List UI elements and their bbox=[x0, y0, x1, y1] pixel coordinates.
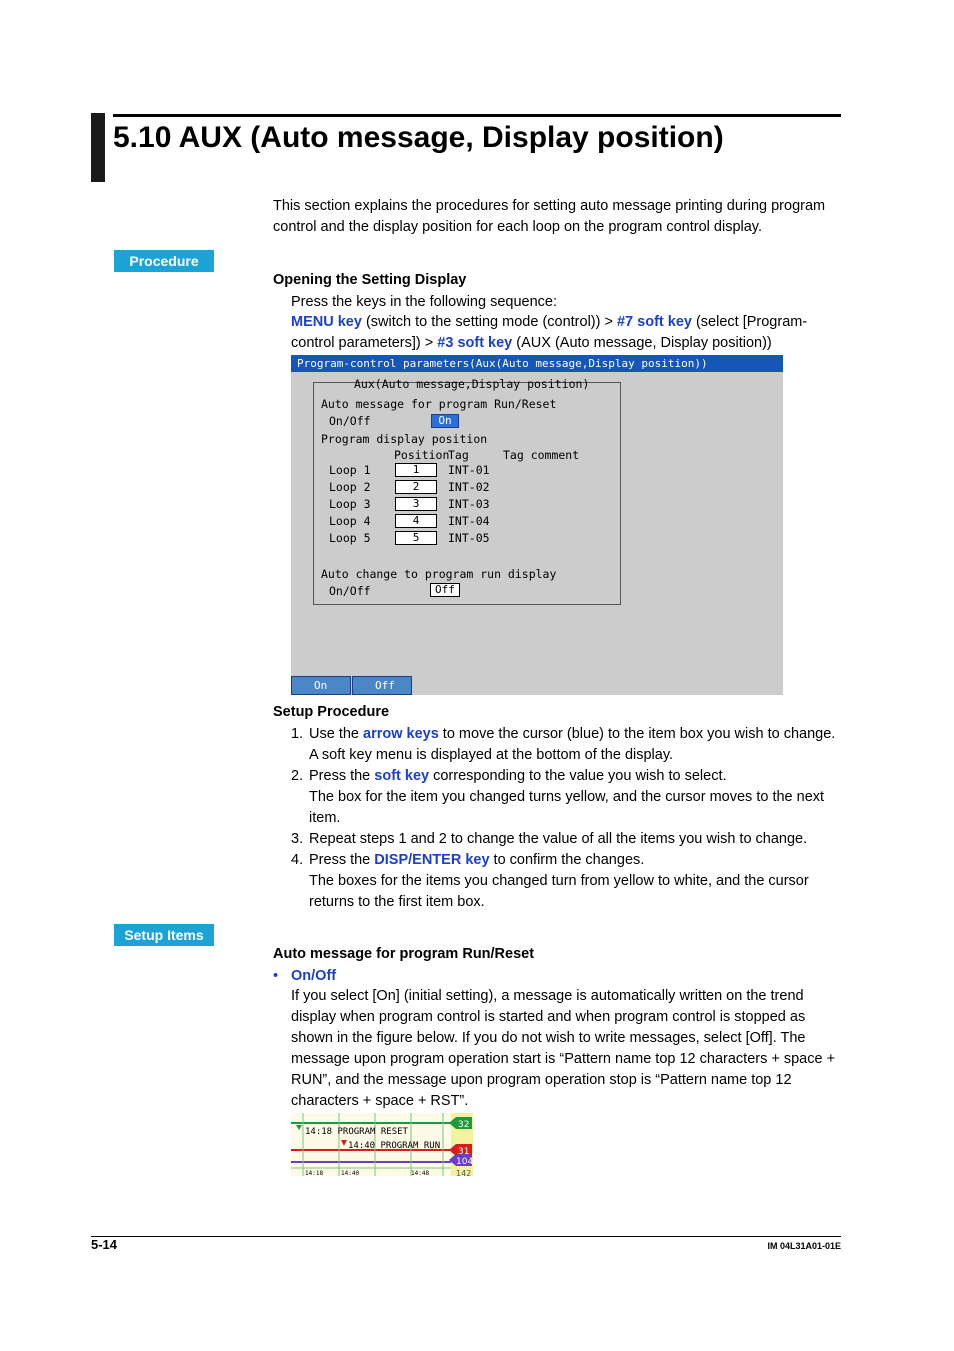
procedure-tag: Procedure bbox=[114, 250, 214, 272]
step-text: Press the bbox=[309, 852, 375, 868]
loop-position-box[interactable]: 5 bbox=[395, 531, 437, 545]
loop-label: Loop 1 bbox=[329, 463, 371, 477]
seq-seg1: (switch to the setting mode (control)) > bbox=[361, 314, 617, 330]
step-text: to move the cursor (blue) to the item box you wish to change. bbox=[438, 726, 836, 742]
page-number: 5-14 bbox=[91, 1237, 118, 1252]
soft-key-ref: soft key bbox=[374, 768, 430, 784]
step-4 bbox=[291, 850, 851, 913]
disp-enter-key-ref: DISP/ENTER key bbox=[374, 852, 490, 868]
step-number: 1. bbox=[291, 726, 304, 742]
step-text: A soft key menu is displayed at the bottom of the display. bbox=[309, 747, 674, 763]
setup-procedure-heading: Setup Procedure bbox=[273, 704, 390, 720]
step-text: Repeat steps 1 and 2 to change the value of all the items you wish to change. bbox=[309, 831, 808, 847]
step-text: The boxes for the items you changed turn from yellow to white, and the cursor returns to the first item box. bbox=[309, 873, 809, 910]
step-3 bbox=[291, 829, 851, 850]
step-number: 3. bbox=[291, 831, 304, 847]
soft7-key-ref: #7 soft key bbox=[616, 314, 692, 330]
auto-change-onoff-box[interactable]: Off bbox=[430, 583, 460, 597]
trend-display-figure bbox=[291, 1113, 473, 1176]
trend-time: 14:48 bbox=[411, 1170, 430, 1176]
screen-title-bar: Program-control parameters(Aux(Auto message,Display position)) bbox=[291, 355, 783, 372]
document-id: IM 04L31A01-01E bbox=[767, 1241, 841, 1251]
step-text: to confirm the changes. bbox=[489, 852, 645, 868]
page-title: 5.10 AUX (Auto message, Display position) bbox=[113, 121, 724, 154]
auto-message-onoff-box[interactable]: On bbox=[431, 414, 459, 428]
softkey-off[interactable]: Off bbox=[352, 676, 412, 695]
onoff-label: On/Off bbox=[329, 414, 371, 428]
onoff-description: If you select [On] (initial setting), a message is automatically written on the trend display when program control is started and when program control is stopped as shown in the figure below. If you do not wish to write messages, select [Off]. The message upon program operation start is “Pattern name top 12 characters + space + RUN”, and the message upon program operation stop is “Pattern name top 12 characters + space + RST”. bbox=[291, 988, 836, 1109]
loop-position-box[interactable]: 3 bbox=[395, 497, 437, 511]
setup-steps bbox=[291, 724, 851, 913]
display-position-label: Program display position bbox=[321, 432, 488, 446]
menu-key-ref: MENU key bbox=[291, 314, 362, 330]
loop-label: Loop 4 bbox=[329, 514, 371, 528]
title-rule bbox=[113, 114, 841, 117]
loop-position-box[interactable]: 1 bbox=[395, 463, 437, 477]
loop-position-box[interactable]: 4 bbox=[395, 514, 437, 528]
footer-rule bbox=[91, 1236, 841, 1237]
bullet: • bbox=[273, 968, 279, 984]
trend-time: 14:40 bbox=[341, 1170, 360, 1176]
step-2 bbox=[291, 766, 851, 829]
trend-marker: 142 bbox=[456, 1169, 472, 1176]
trend-marker: 32 bbox=[458, 1120, 470, 1130]
procedure-line1: Press the keys in the following sequence: bbox=[291, 294, 557, 310]
loop-position-box[interactable]: 2 bbox=[395, 480, 437, 494]
loop-tag: INT-01 bbox=[448, 463, 490, 477]
title-accent-bar bbox=[91, 113, 105, 182]
step-text: corresponding to the value you wish to select. bbox=[429, 768, 727, 784]
loop-tag: INT-02 bbox=[448, 480, 490, 494]
onoff2-label: On/Off bbox=[329, 584, 371, 598]
loop-label: Loop 3 bbox=[329, 497, 371, 511]
step-1 bbox=[291, 724, 851, 766]
key-sequence bbox=[291, 312, 821, 354]
frame-title: Aux(Auto message,Display position) bbox=[354, 377, 590, 391]
soft3-key-ref: #3 soft key bbox=[437, 335, 513, 351]
step-number: 2. bbox=[291, 768, 304, 784]
loop-label: Loop 5 bbox=[329, 531, 371, 545]
col-tag-comment: Tag comment bbox=[503, 448, 580, 462]
intro-paragraph: This section explains the procedures for setting auto message printing during program control and the display position for each loop on the program control display. bbox=[273, 198, 826, 235]
onoff-subheading: On/Off bbox=[291, 968, 337, 984]
auto-message-heading: Auto message for program Run/Reset bbox=[273, 946, 535, 962]
step-text: Press the bbox=[309, 768, 375, 784]
auto-change-label: Auto change to program run display bbox=[321, 567, 557, 581]
col-tag: Tag bbox=[448, 448, 469, 462]
auto-message-label: Auto message for program Run/Reset bbox=[321, 397, 557, 411]
settings-screen bbox=[291, 355, 783, 695]
trend-svg bbox=[291, 1113, 473, 1176]
step-text: Use the bbox=[309, 726, 363, 742]
loop-tag: INT-05 bbox=[448, 531, 490, 545]
opening-heading: Opening the Setting Display bbox=[273, 272, 467, 288]
trend-marker: 104 bbox=[456, 1157, 473, 1167]
step-text: The box for the item you changed turns yellow, and the cursor moves to the next item. bbox=[309, 789, 825, 826]
loop-tag: INT-04 bbox=[448, 514, 490, 528]
trend-time: 14:18 bbox=[305, 1170, 324, 1176]
col-position: Position bbox=[394, 448, 450, 462]
seq-seg3: (AUX (Auto message, Display position)) bbox=[512, 335, 772, 351]
seq-seg2: (select [Program-control parameters]) > bbox=[291, 314, 808, 351]
trend-message-run: 14:40 PROGRAM RUN bbox=[348, 1141, 441, 1151]
setup-items-tag: Setup Items bbox=[114, 924, 214, 946]
step-number: 4. bbox=[291, 852, 304, 868]
softkey-on[interactable]: On bbox=[291, 676, 351, 695]
trend-message-reset: 14:18 PROGRAM RESET bbox=[305, 1127, 408, 1137]
loop-tag: INT-03 bbox=[448, 497, 490, 511]
trend-marker: 31 bbox=[458, 1147, 470, 1157]
arrow-keys-ref: arrow keys bbox=[363, 726, 439, 742]
loop-label: Loop 2 bbox=[329, 480, 371, 494]
